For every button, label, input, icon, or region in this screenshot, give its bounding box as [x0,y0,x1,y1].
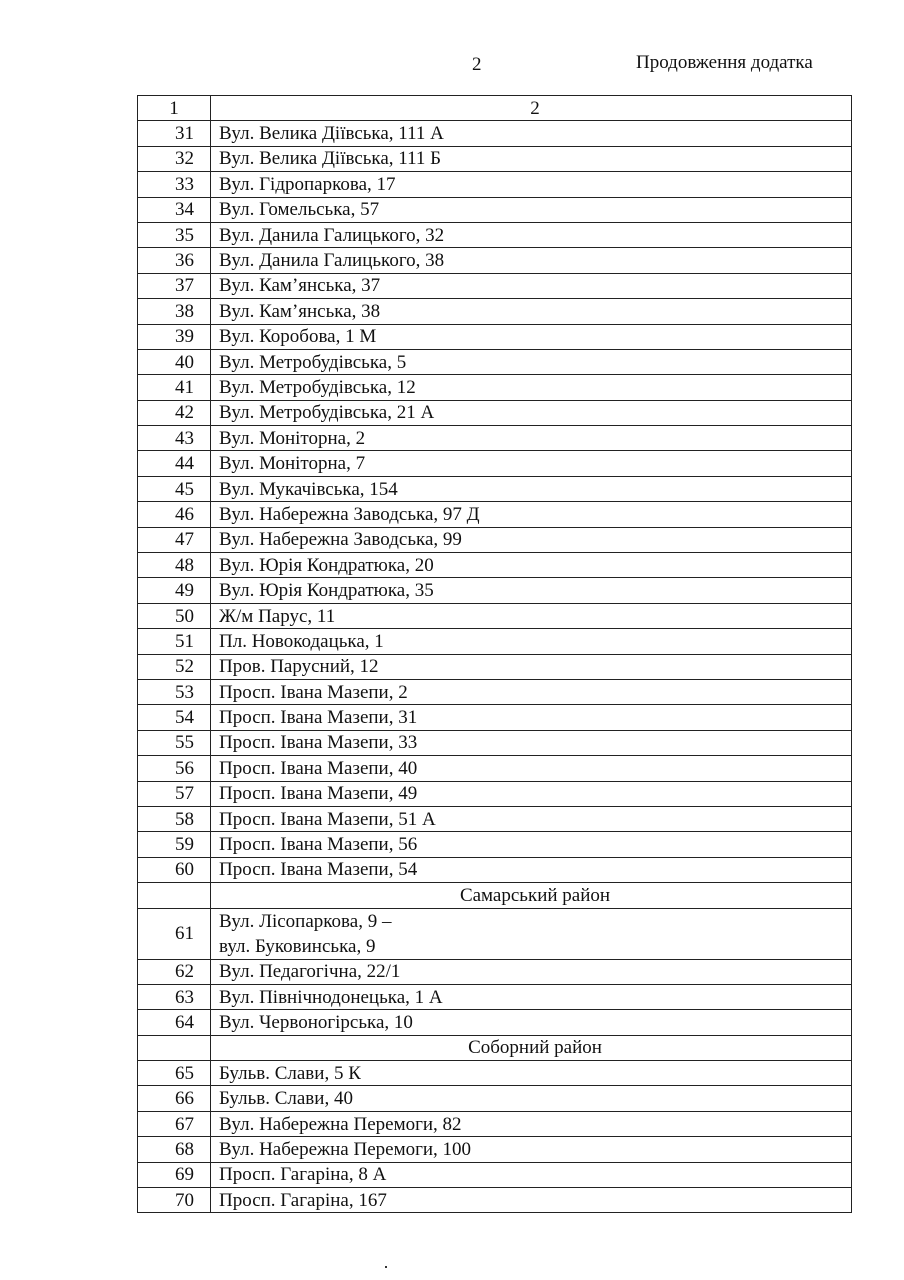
section-row [138,1035,852,1060]
section-row [138,883,852,908]
row-address: Просп. Івана Мазепи, 56 [211,832,852,857]
section-title: Самарський район [211,883,852,908]
row-address: Вул. Метробудівська, 5 [211,349,852,374]
row-address: Вул. Північнодонецька, 1 А [211,984,852,1009]
row-address: Вул. Моніторна, 7 [211,451,852,476]
row-number: 66 [138,1086,211,1111]
row-address: Пров. Парусний, 12 [211,654,852,679]
table-row [138,1010,852,1035]
row-number: 62 [138,959,211,984]
row-number: 59 [138,832,211,857]
table-row [138,222,852,247]
row-address: Просп. Гагаріна, 167 [211,1188,852,1213]
table-row [138,400,852,425]
row-number: 65 [138,1061,211,1086]
row-number: 33 [138,172,211,197]
table-row [138,857,852,882]
row-number: 58 [138,806,211,831]
table-row [138,349,852,374]
table-row [138,172,852,197]
row-address: Ж/м Парус, 11 [211,603,852,628]
row-address: Вул. Мукачівська, 154 [211,476,852,501]
row-address: Вул. Юрія Кондратюка, 20 [211,553,852,578]
row-address: Вул. Червоногірська, 10 [211,1010,852,1035]
table-row [138,1061,852,1086]
row-number: 53 [138,679,211,704]
page-mark [385,1266,387,1268]
table-row [138,705,852,730]
row-address: Вул. Набережна Заводська, 97 Д [211,502,852,527]
table-row [138,451,852,476]
row-address: Просп. Івана Мазепи, 51 А [211,806,852,831]
row-address-line: Вул. Лісопаркова, 9 – [219,910,392,932]
row-number: 67 [138,1111,211,1136]
row-address: Вул. Данила Галицького, 38 [211,248,852,273]
row-address: Вул. Набережна Перемоги, 82 [211,1111,852,1136]
row-address: Вул. Педагогічна, 22/1 [211,959,852,984]
table-row [138,654,852,679]
row-address-multiline [211,908,852,959]
row-address: Вул. Метробудівська, 21 А [211,400,852,425]
row-address: Вул. Гідропаркова, 17 [211,172,852,197]
continuation-label: Продовження додатка [636,52,813,73]
table-row [138,1162,852,1187]
table-row [138,299,852,324]
row-address: Просп. Гагаріна, 8 А [211,1162,852,1187]
row-number: 36 [138,248,211,273]
row-number: 47 [138,527,211,552]
row-address: Вул. Метробудівська, 12 [211,375,852,400]
table-row [138,121,852,146]
address-table [137,95,852,1213]
row-number: 40 [138,349,211,374]
row-address: Просп. Івана Мазепи, 31 [211,705,852,730]
table-row [138,1086,852,1111]
table-row [138,273,852,298]
row-address: Вул. Данила Галицького, 32 [211,222,852,247]
row-number: 50 [138,603,211,628]
row-address: Вул. Велика Діївська, 111 Б [211,146,852,171]
row-address: Вул. Кам’янська, 37 [211,273,852,298]
row-address: Вул. Набережна Заводська, 99 [211,527,852,552]
row-number: 69 [138,1162,211,1187]
row-address: Вул. Набережна Перемоги, 100 [211,1137,852,1162]
row-number: 41 [138,375,211,400]
row-address: Вул. Коробова, 1 М [211,324,852,349]
row-number: 35 [138,222,211,247]
row-number: 38 [138,299,211,324]
row-address: Просп. Івана Мазепи, 40 [211,756,852,781]
table-row [138,629,852,654]
section-num-cell [138,883,211,908]
row-number: 43 [138,426,211,451]
column-header-1: 1 [138,96,211,121]
section-title: Соборний район [211,1035,852,1060]
table-row [138,908,852,959]
row-number: 44 [138,451,211,476]
row-address: Бульв. Слави, 5 К [211,1061,852,1086]
table-row [138,375,852,400]
table-row [138,578,852,603]
row-address: Вул. Моніторна, 2 [211,426,852,451]
row-number: 56 [138,756,211,781]
row-number: 61 [138,908,211,959]
row-address: Просп. Івана Мазепи, 54 [211,857,852,882]
table-row [138,1111,852,1136]
table-row [138,197,852,222]
row-number: 52 [138,654,211,679]
row-number: 45 [138,476,211,501]
row-number: 48 [138,553,211,578]
row-number: 51 [138,629,211,654]
table-row [138,426,852,451]
table-row [138,756,852,781]
table-row [138,527,852,552]
table-row [138,324,852,349]
table-row [138,553,852,578]
table-row [138,1188,852,1213]
row-number: 49 [138,578,211,603]
row-number: 37 [138,273,211,298]
row-address: Просп. Івана Мазепи, 49 [211,781,852,806]
column-header-2: 2 [211,96,852,121]
table-row [138,730,852,755]
row-number: 70 [138,1188,211,1213]
row-number: 46 [138,502,211,527]
table-row [138,984,852,1009]
table-row [138,603,852,628]
section-num-cell [138,1035,211,1060]
row-address: Вул. Кам’янська, 38 [211,299,852,324]
table-row [138,832,852,857]
table-row [138,476,852,501]
row-address: Пл. Новокодацька, 1 [211,629,852,654]
row-number: 39 [138,324,211,349]
table-row [138,781,852,806]
row-number: 64 [138,1010,211,1035]
row-number: 54 [138,705,211,730]
row-number: 32 [138,146,211,171]
table-row [138,502,852,527]
table-row [138,248,852,273]
row-address: Вул. Гомельська, 57 [211,197,852,222]
row-number: 55 [138,730,211,755]
table-row [138,679,852,704]
row-number: 42 [138,400,211,425]
row-number: 31 [138,121,211,146]
row-address: Вул. Велика Діївська, 111 А [211,121,852,146]
address-table-body [138,96,852,1213]
row-address: Просп. Івана Мазепи, 33 [211,730,852,755]
row-number: 63 [138,984,211,1009]
row-number: 60 [138,857,211,882]
row-number: 57 [138,781,211,806]
table-row [138,146,852,171]
row-address-line: вул. Буковинська, 9 [219,935,376,957]
row-number: 68 [138,1137,211,1162]
row-address: Бульв. Слави, 40 [211,1086,852,1111]
table-row [138,959,852,984]
table-row [138,1137,852,1162]
table-row [138,806,852,831]
row-address: Просп. Івана Мазепи, 2 [211,679,852,704]
page-number: 2 [472,54,482,75]
row-address: Вул. Юрія Кондратюка, 35 [211,578,852,603]
table-header-row [138,96,852,121]
row-number: 34 [138,197,211,222]
